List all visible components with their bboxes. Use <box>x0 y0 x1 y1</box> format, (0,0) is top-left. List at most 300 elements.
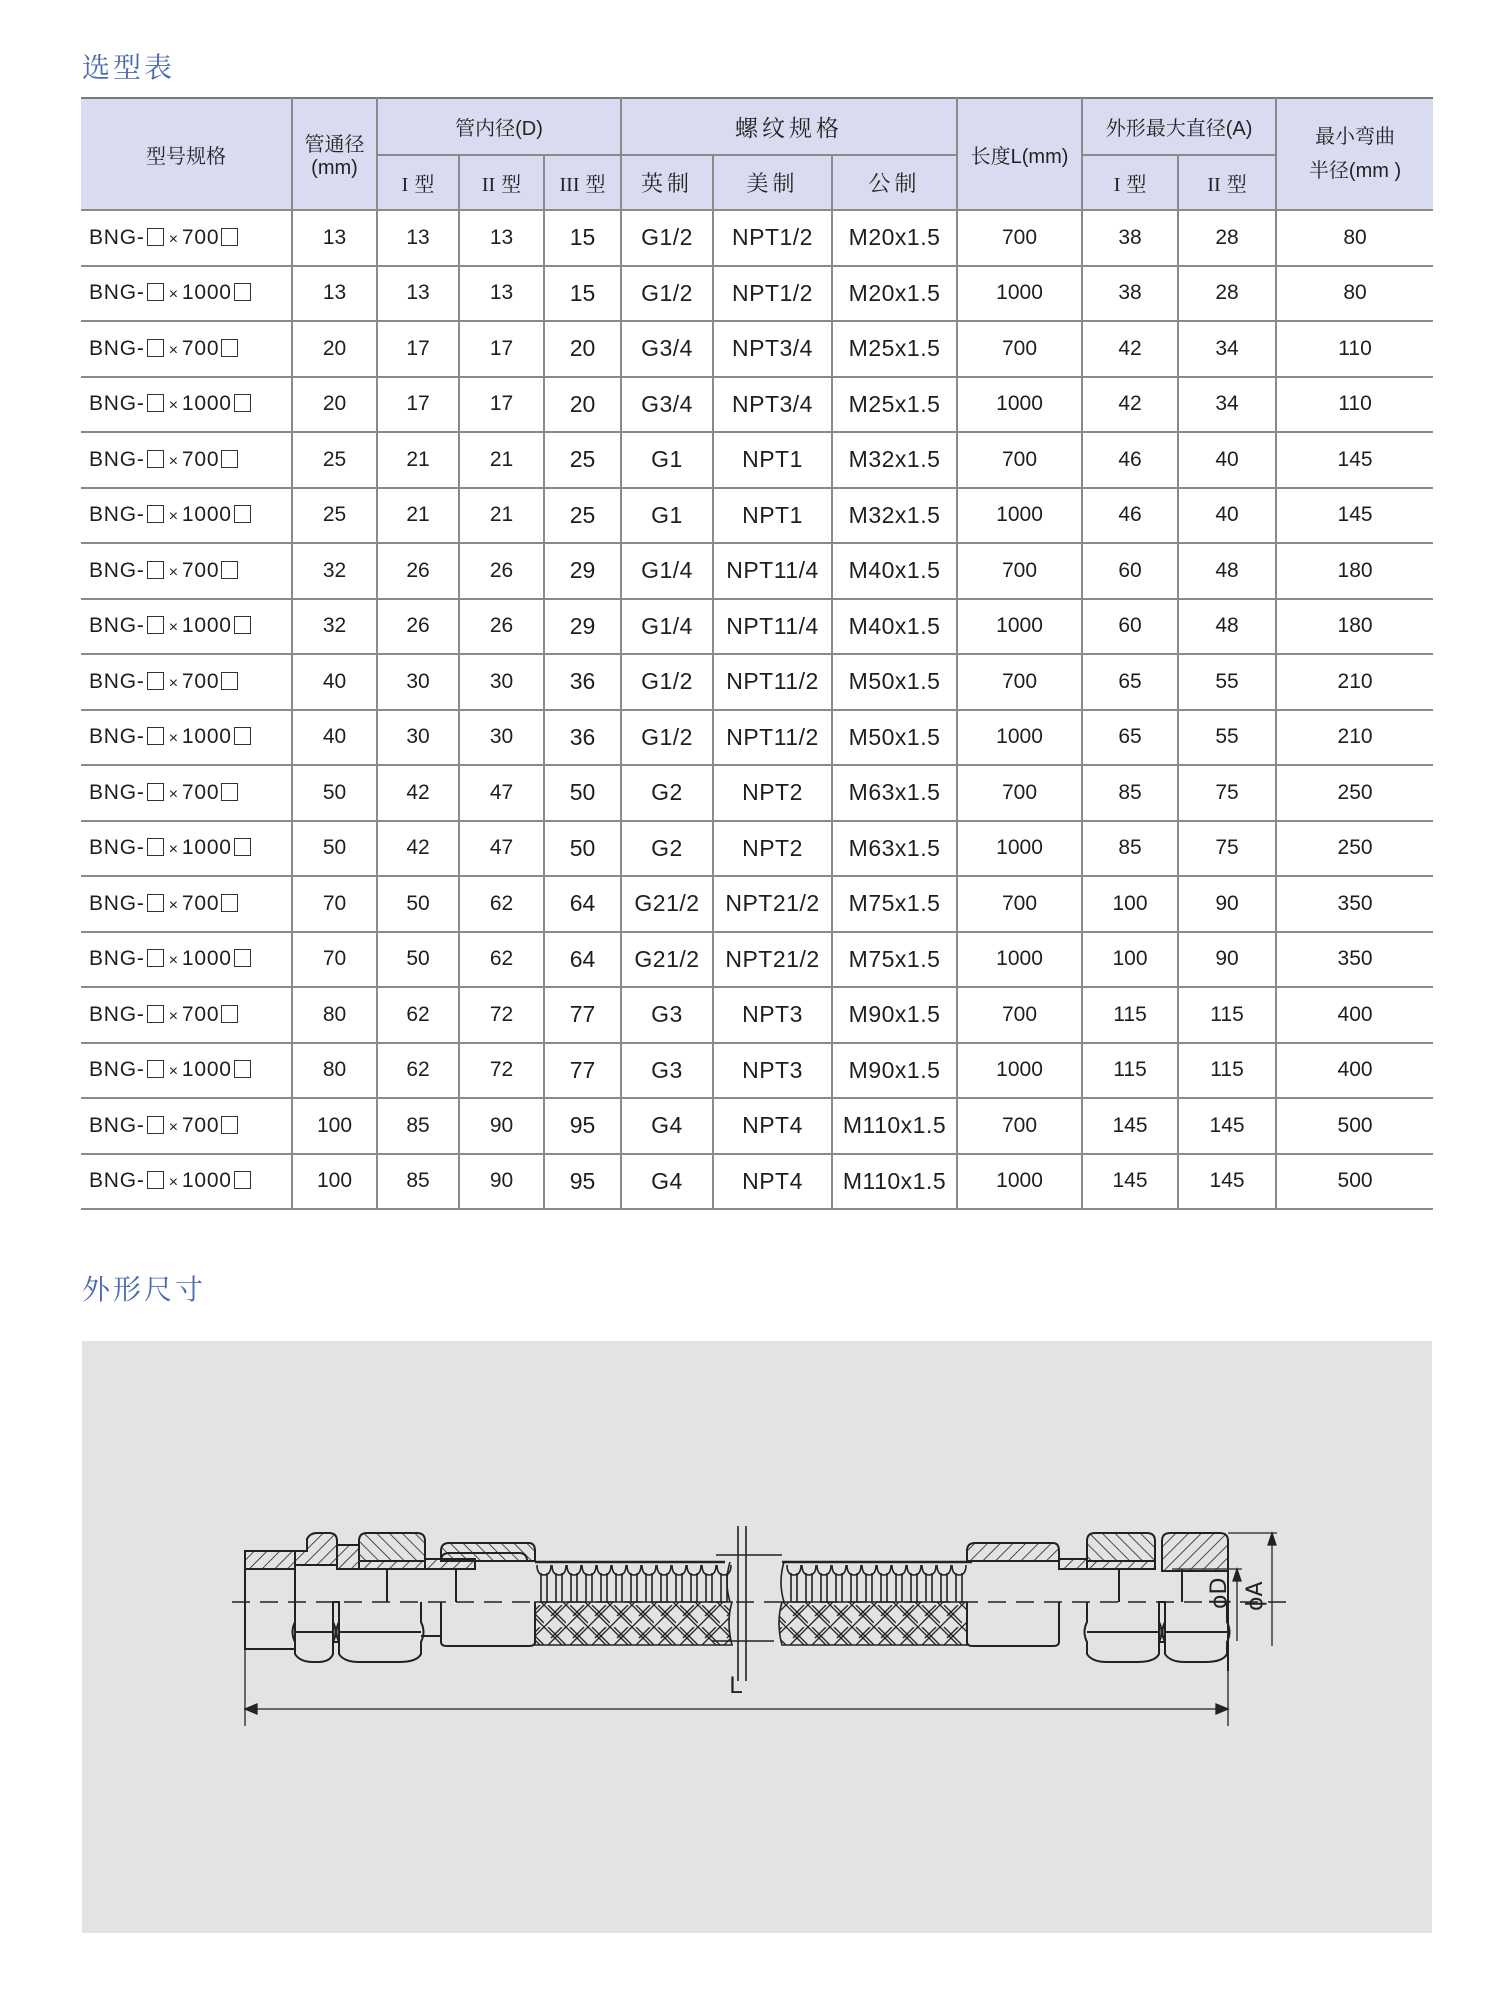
length-cell: 700 <box>957 1098 1082 1154</box>
table-row <box>81 377 1433 433</box>
model-prefix: BNG- <box>89 1058 145 1082</box>
corrugation-ridge <box>657 1565 671 1602</box>
model-cell <box>81 932 292 988</box>
length-cell: 1000 <box>957 266 1082 322</box>
model-prefix: BNG- <box>89 1169 145 1193</box>
inner-d-type1-cell: 62 <box>377 1043 459 1099</box>
thread-british-cell: G4 <box>621 1154 713 1210</box>
inner-d-type2-cell: 90 <box>459 1154 544 1210</box>
inner-d-type2-cell: 21 <box>459 488 544 544</box>
thread-metric-cell: M25x1.5 <box>832 321 957 377</box>
inner-d-type1-cell: 21 <box>377 432 459 488</box>
table-row <box>81 1098 1433 1154</box>
corrugation-ridge <box>847 1565 861 1602</box>
inner-d-type1-cell: 17 <box>377 377 459 433</box>
outer-a-type1-cell: 65 <box>1082 710 1178 766</box>
header-a-type-1 <box>1082 155 1178 210</box>
model-length-code: 1000 <box>181 392 232 416</box>
placeholder-box-icon <box>221 1005 238 1023</box>
outer-a-type1-cell: 38 <box>1082 210 1178 266</box>
corrugation-ridge <box>702 1565 716 1602</box>
length-cell: 700 <box>957 654 1082 710</box>
placeholder-box-icon <box>147 228 164 246</box>
model-length-code: 1000 <box>181 725 232 749</box>
table-row <box>81 432 1433 488</box>
inner-d-type2-cell: 26 <box>459 543 544 599</box>
thread-metric-cell: M110x1.5 <box>832 1098 957 1154</box>
model-length-code: 700 <box>181 447 220 471</box>
outer-a-type2-cell: 115 <box>1178 987 1276 1043</box>
thread-metric-cell: M110x1.5 <box>832 1154 957 1210</box>
corrugation-ridge <box>642 1565 656 1602</box>
inner-d-type1-cell: 13 <box>377 210 459 266</box>
section-title-dimensions: 外形尺寸 <box>82 1273 207 1306</box>
times-sign: × <box>168 730 179 748</box>
thread-metric-cell: M90x1.5 <box>832 987 957 1043</box>
thread-american-cell: NPT21/2 <box>713 932 832 988</box>
thread-metric-cell: M20x1.5 <box>832 266 957 322</box>
header-min-bend-radius <box>1276 98 1433 210</box>
inner-d-type1-cell: 50 <box>377 876 459 932</box>
dimension-drawing-panel <box>82 1341 1432 1933</box>
table-row <box>81 654 1433 710</box>
thread-american-cell: NPT4 <box>713 1154 832 1210</box>
nominal-bore-cell: 100 <box>292 1098 377 1154</box>
corrugation-ridge <box>907 1565 921 1602</box>
thread-american-cell: NPT11/2 <box>713 654 832 710</box>
thread-british-cell: G1/2 <box>621 210 713 266</box>
thread-british-cell: G3/4 <box>621 321 713 377</box>
model-prefix: BNG- <box>89 669 145 693</box>
inner-d-type2-cell: 13 <box>459 210 544 266</box>
nominal-bore-cell: 20 <box>292 321 377 377</box>
nominal-bore-cell: 100 <box>292 1154 377 1210</box>
selection-table <box>81 97 1433 1210</box>
inner-d-type1-cell: 30 <box>377 654 459 710</box>
inner-d-type3-cell: 29 <box>544 543 621 599</box>
outer-a-type2-cell: 145 <box>1178 1098 1276 1154</box>
model-prefix: BNG- <box>89 614 145 638</box>
bend-radius-cell: 110 <box>1276 377 1433 433</box>
hose-assembly <box>232 1526 1292 1726</box>
placeholder-box-icon <box>234 727 251 745</box>
placeholder-box-icon <box>221 672 238 690</box>
placeholder-box-icon <box>234 1171 251 1189</box>
left-fitting <box>245 1533 535 1662</box>
length-cell: 1000 <box>957 488 1082 544</box>
outer-a-type2-cell: 75 <box>1178 765 1276 821</box>
model-cell <box>81 543 292 599</box>
outer-a-type1-cell: 100 <box>1082 876 1178 932</box>
length-cell: 700 <box>957 543 1082 599</box>
thread-metric-cell: M40x1.5 <box>832 543 957 599</box>
bend-radius-cell: 400 <box>1276 1043 1433 1099</box>
model-length-code: 700 <box>181 1002 220 1026</box>
corrugation-ridge <box>892 1565 906 1602</box>
thread-metric-cell: M63x1.5 <box>832 821 957 877</box>
inner-d-type1-cell: 26 <box>377 599 459 655</box>
inner-d-type2-cell: 47 <box>459 765 544 821</box>
corrugation-ridge <box>612 1565 626 1602</box>
thread-metric-cell: M90x1.5 <box>832 1043 957 1099</box>
placeholder-box-icon <box>147 339 164 357</box>
outer-a-type1-cell: 145 <box>1082 1154 1178 1210</box>
inner-d-type3-cell: 64 <box>544 876 621 932</box>
nominal-bore-cell: 25 <box>292 488 377 544</box>
placeholder-box-icon <box>234 1060 251 1078</box>
outer-a-type2-cell: 75 <box>1178 821 1276 877</box>
table-row <box>81 266 1433 322</box>
thread-british-cell: G1/4 <box>621 599 713 655</box>
header-metric: 公制 <box>832 155 957 210</box>
thread-metric-cell: M20x1.5 <box>832 210 957 266</box>
thread-metric-cell: M75x1.5 <box>832 932 957 988</box>
thread-american-cell: NPT2 <box>713 765 832 821</box>
bend-radius-cell: 210 <box>1276 654 1433 710</box>
inner-d-type2-cell: 62 <box>459 876 544 932</box>
placeholder-box-icon <box>147 1005 164 1023</box>
inner-d-type3-cell: 15 <box>544 266 621 322</box>
roman-numeral: III <box>559 174 580 196</box>
times-sign: × <box>168 397 179 415</box>
thread-metric-cell: M32x1.5 <box>832 432 957 488</box>
model-cell <box>81 654 292 710</box>
outer-a-type2-cell: 40 <box>1178 432 1276 488</box>
model-prefix: BNG- <box>89 392 145 416</box>
corrugation-ridge <box>582 1565 596 1602</box>
nominal-bore-cell: 13 <box>292 210 377 266</box>
thread-british-cell: G1 <box>621 488 713 544</box>
nominal-bore-cell: 40 <box>292 710 377 766</box>
model-length-code: 1000 <box>181 614 232 638</box>
hose-dimension-drawing <box>82 1341 1432 1933</box>
inner-d-type1-cell: 42 <box>377 765 459 821</box>
outer-diameter-label: ϕA <box>1243 1581 1268 1611</box>
inner-d-type3-cell: 64 <box>544 932 621 988</box>
inner-d-type1-cell: 17 <box>377 321 459 377</box>
model-prefix: BNG- <box>89 336 145 360</box>
nominal-bore-cell: 20 <box>292 377 377 433</box>
model-cell <box>81 432 292 488</box>
bend-radius-cell: 350 <box>1276 932 1433 988</box>
inner-d-type3-cell: 29 <box>544 599 621 655</box>
times-sign: × <box>168 1007 179 1025</box>
placeholder-box-icon <box>221 894 238 912</box>
model-length-code: 700 <box>181 336 220 360</box>
thread-british-cell: G1/2 <box>621 266 713 322</box>
placeholder-box-icon <box>147 450 164 468</box>
placeholder-box-icon <box>147 616 164 634</box>
length-cell: 1000 <box>957 1154 1082 1210</box>
model-cell <box>81 599 292 655</box>
corrugation-ridge <box>537 1565 551 1602</box>
corrugation-ridge <box>787 1565 801 1602</box>
table-body <box>81 210 1433 1209</box>
thread-british-cell: G2 <box>621 765 713 821</box>
inner-d-type2-cell: 30 <box>459 710 544 766</box>
thread-american-cell: NPT1/2 <box>713 266 832 322</box>
outer-a-type1-cell: 65 <box>1082 654 1178 710</box>
inner-d-type2-cell: 62 <box>459 932 544 988</box>
placeholder-box-icon <box>147 783 164 801</box>
nominal-bore-cell: 80 <box>292 1043 377 1099</box>
placeholder-box-icon <box>234 505 251 523</box>
model-cell <box>81 710 292 766</box>
times-sign: × <box>168 286 179 304</box>
inner-d-type1-cell: 13 <box>377 266 459 322</box>
placeholder-box-icon <box>221 1116 238 1134</box>
length-cell: 1000 <box>957 599 1082 655</box>
placeholder-box-icon <box>147 949 164 967</box>
model-prefix: BNG- <box>89 947 145 971</box>
roman-numeral: II <box>1207 174 1221 196</box>
bend-radius-cell: 80 <box>1276 266 1433 322</box>
thread-british-cell: G4 <box>621 1098 713 1154</box>
times-sign: × <box>168 230 179 248</box>
placeholder-box-icon <box>234 394 251 412</box>
times-sign: × <box>168 508 179 526</box>
model-prefix: BNG- <box>89 836 145 860</box>
inner-d-type3-cell: 95 <box>544 1154 621 1210</box>
placeholder-box-icon <box>234 283 251 301</box>
table-row <box>81 599 1433 655</box>
length-cell: 1000 <box>957 821 1082 877</box>
thread-metric-cell: M32x1.5 <box>832 488 957 544</box>
outer-a-type2-cell: 90 <box>1178 932 1276 988</box>
roman-numeral: I <box>1113 174 1121 196</box>
model-length-code: 1000 <box>181 281 232 305</box>
thread-metric-cell: M50x1.5 <box>832 654 957 710</box>
corrugation-ridge <box>832 1565 846 1602</box>
outer-a-type2-cell: 28 <box>1178 210 1276 266</box>
model-length-code: 700 <box>181 558 220 582</box>
placeholder-box-icon <box>147 727 164 745</box>
times-sign: × <box>168 619 179 637</box>
times-sign: × <box>168 1118 179 1136</box>
length-cell: 1000 <box>957 1043 1082 1099</box>
header-bend-line2: 半径(mm ) <box>1308 160 1402 182</box>
length-cell: 700 <box>957 432 1082 488</box>
model-length-code: 700 <box>181 225 220 249</box>
times-sign: × <box>168 341 179 359</box>
corrugation-ridge <box>817 1565 831 1602</box>
thread-metric-cell: M50x1.5 <box>832 710 957 766</box>
nominal-bore-cell: 32 <box>292 543 377 599</box>
outer-a-type1-cell: 42 <box>1082 321 1178 377</box>
bend-radius-cell: 500 <box>1276 1098 1433 1154</box>
thread-metric-cell: M25x1.5 <box>832 377 957 433</box>
inner-d-type3-cell: 25 <box>544 488 621 544</box>
model-cell <box>81 488 292 544</box>
bend-radius-cell: 180 <box>1276 543 1433 599</box>
thread-british-cell: G3 <box>621 987 713 1043</box>
times-sign: × <box>168 563 179 581</box>
outer-a-type1-cell: 115 <box>1082 987 1178 1043</box>
thread-american-cell: NPT3 <box>713 987 832 1043</box>
model-length-code: 1000 <box>181 947 232 971</box>
model-length-code: 1000 <box>181 503 232 527</box>
inner-d-type1-cell: 50 <box>377 932 459 988</box>
corrugation-ridge <box>877 1565 891 1602</box>
bend-radius-cell: 145 <box>1276 488 1433 544</box>
nominal-bore-cell: 25 <box>292 432 377 488</box>
corrugation-ridge <box>552 1565 566 1602</box>
outer-a-type2-cell: 34 <box>1178 377 1276 433</box>
header-d-type-3 <box>544 155 621 210</box>
model-prefix: BNG- <box>89 1113 145 1137</box>
bend-radius-cell: 180 <box>1276 599 1433 655</box>
thread-british-cell: G3/4 <box>621 377 713 433</box>
nominal-bore-cell: 80 <box>292 987 377 1043</box>
length-cell: 1000 <box>957 932 1082 988</box>
outer-a-type1-cell: 42 <box>1082 377 1178 433</box>
length-cell: 700 <box>957 765 1082 821</box>
thread-american-cell: NPT1/2 <box>713 210 832 266</box>
model-prefix: BNG- <box>89 558 145 582</box>
model-cell <box>81 987 292 1043</box>
model-length-code: 700 <box>181 1113 220 1137</box>
outer-a-type2-cell: 115 <box>1178 1043 1276 1099</box>
table-row <box>81 210 1433 266</box>
placeholder-box-icon <box>221 561 238 579</box>
type-suffix: 型 <box>1126 174 1147 196</box>
thread-american-cell: NPT11/4 <box>713 599 832 655</box>
model-prefix: BNG- <box>89 1002 145 1026</box>
corrugation-ridge <box>687 1565 701 1602</box>
thread-british-cell: G1/2 <box>621 710 713 766</box>
roman-numeral: II <box>481 174 496 196</box>
inner-d-type2-cell: 17 <box>459 321 544 377</box>
outer-a-type1-cell: 115 <box>1082 1043 1178 1099</box>
thread-british-cell: G21/2 <box>621 876 713 932</box>
thread-metric-cell: M63x1.5 <box>832 765 957 821</box>
inner-diameter-label: ϕD <box>1207 1577 1232 1609</box>
outer-a-type1-cell: 85 <box>1082 765 1178 821</box>
model-prefix: BNG- <box>89 447 145 471</box>
header-british: 英制 <box>621 155 713 210</box>
placeholder-box-icon <box>147 283 164 301</box>
thread-british-cell: G2 <box>621 821 713 877</box>
inner-d-type1-cell: 21 <box>377 488 459 544</box>
inner-d-type1-cell: 62 <box>377 987 459 1043</box>
times-sign: × <box>168 841 179 859</box>
header-inner-diameter: 管内径(D) <box>377 98 621 155</box>
placeholder-box-icon <box>221 339 238 357</box>
thread-british-cell: G1 <box>621 432 713 488</box>
outer-a-type1-cell: 38 <box>1082 266 1178 322</box>
outer-a-type2-cell: 34 <box>1178 321 1276 377</box>
placeholder-box-icon <box>147 1171 164 1189</box>
placeholder-box-icon <box>147 1116 164 1134</box>
model-length-code: 700 <box>181 669 220 693</box>
table-row <box>81 876 1433 932</box>
table-row <box>81 1154 1433 1210</box>
model-length-code: 700 <box>181 780 220 804</box>
thread-american-cell: NPT3 <box>713 1043 832 1099</box>
placeholder-box-icon <box>147 838 164 856</box>
table-row <box>81 488 1433 544</box>
nominal-bore-cell: 50 <box>292 821 377 877</box>
thread-metric-cell: M75x1.5 <box>832 876 957 932</box>
nominal-bore-cell: 70 <box>292 876 377 932</box>
length-cell: 700 <box>957 987 1082 1043</box>
times-sign: × <box>168 1174 179 1192</box>
header-length: 长度L(mm) <box>957 98 1082 210</box>
outer-a-type1-cell: 85 <box>1082 821 1178 877</box>
model-cell <box>81 821 292 877</box>
inner-d-type3-cell: 36 <box>544 710 621 766</box>
outer-a-type1-cell: 60 <box>1082 543 1178 599</box>
header-model: 型号规格 <box>81 98 292 210</box>
times-sign: × <box>168 785 179 803</box>
length-label: L <box>729 1672 743 1699</box>
table-row <box>81 765 1433 821</box>
inner-d-type3-cell: 15 <box>544 210 621 266</box>
header-d-type-1 <box>377 155 459 210</box>
model-length-code: 1000 <box>181 836 232 860</box>
model-prefix: BNG- <box>89 503 145 527</box>
thread-american-cell: NPT4 <box>713 1098 832 1154</box>
inner-d-type2-cell: 90 <box>459 1098 544 1154</box>
model-prefix: BNG- <box>89 780 145 804</box>
corrugation-ridge <box>597 1565 611 1602</box>
thread-american-cell: NPT11/2 <box>713 710 832 766</box>
outer-a-type1-cell: 46 <box>1082 432 1178 488</box>
bend-radius-cell: 250 <box>1276 821 1433 877</box>
model-cell <box>81 1098 292 1154</box>
header-nominal-bore <box>292 98 377 210</box>
thread-american-cell: NPT21/2 <box>713 876 832 932</box>
table-row <box>81 987 1433 1043</box>
length-cell: 1000 <box>957 377 1082 433</box>
thread-american-cell: NPT2 <box>713 821 832 877</box>
nominal-bore-cell: 70 <box>292 932 377 988</box>
inner-d-type2-cell: 72 <box>459 1043 544 1099</box>
table-row <box>81 1043 1433 1099</box>
bend-radius-cell: 80 <box>1276 210 1433 266</box>
outer-a-type2-cell: 90 <box>1178 876 1276 932</box>
outer-a-type2-cell: 48 <box>1178 599 1276 655</box>
bend-radius-cell: 250 <box>1276 765 1433 821</box>
header-american: 美制 <box>713 155 832 210</box>
thread-british-cell: G1/4 <box>621 543 713 599</box>
inner-d-type3-cell: 50 <box>544 765 621 821</box>
model-cell <box>81 266 292 322</box>
placeholder-box-icon <box>234 838 251 856</box>
placeholder-box-icon <box>147 894 164 912</box>
type-suffix: 型 <box>1226 174 1247 196</box>
header-d-type-2 <box>459 155 544 210</box>
inner-d-type3-cell: 77 <box>544 987 621 1043</box>
header-thread-spec: 螺纹规格 <box>621 98 957 155</box>
corrugation-ridge <box>937 1565 951 1602</box>
corrugation-ridge <box>627 1565 641 1602</box>
thread-metric-cell: M40x1.5 <box>832 599 957 655</box>
corrugation-ridge <box>567 1565 581 1602</box>
times-sign: × <box>168 674 179 692</box>
model-prefix: BNG- <box>89 225 145 249</box>
roman-numeral: I <box>401 174 409 196</box>
nominal-bore-cell: 13 <box>292 266 377 322</box>
inner-d-type3-cell: 95 <box>544 1098 621 1154</box>
outer-a-type1-cell: 60 <box>1082 599 1178 655</box>
placeholder-box-icon <box>221 783 238 801</box>
model-prefix: BNG- <box>89 891 145 915</box>
model-cell <box>81 1154 292 1210</box>
times-sign: × <box>168 1063 179 1081</box>
type-suffix: 型 <box>501 174 522 196</box>
inner-d-type1-cell: 85 <box>377 1154 459 1210</box>
